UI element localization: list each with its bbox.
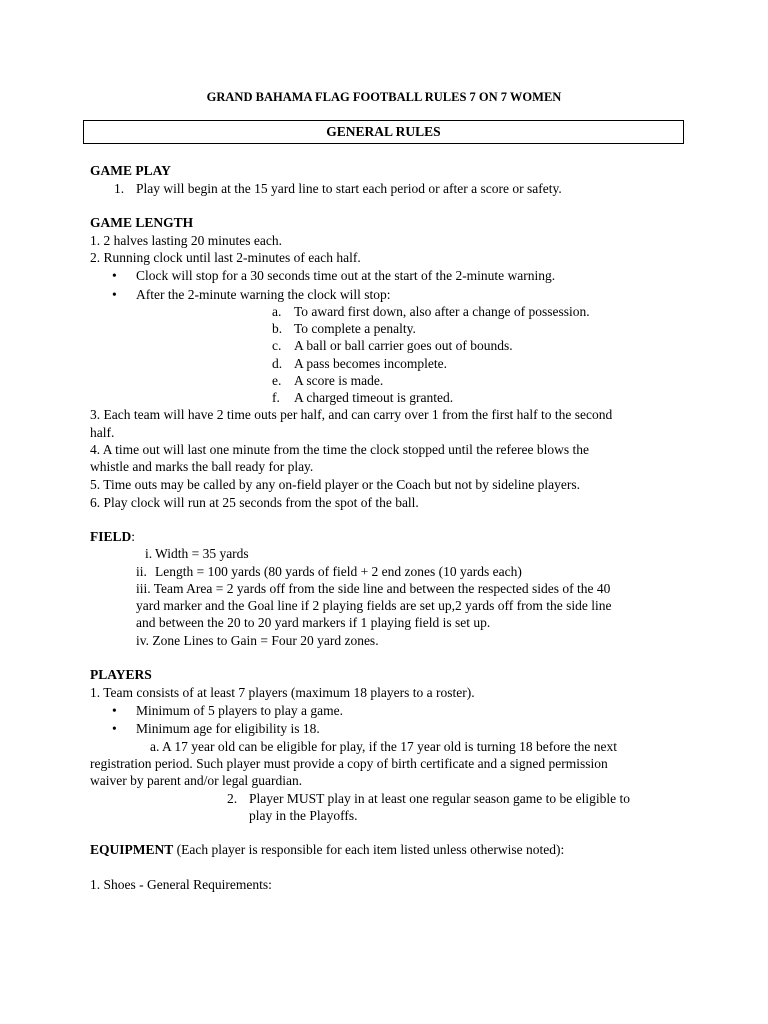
game-length-line-4a: 4. A time out will last one minute from the time the clock stopped until the referee blows the — [90, 442, 590, 457]
players-bullet-2: • Minimum age for eligibility is 18. — [136, 720, 320, 737]
field-item-iii-line-3: and between the 20 to 20 yard markers if 1 playing field is set up. — [136, 615, 491, 630]
game-length-line-5: 5. Time outs may be called by any on-field player or the Coach but not by sideline players. — [90, 477, 581, 492]
players-heading: PLAYERS — [90, 667, 152, 682]
sub-item-marker: e. — [272, 373, 282, 388]
game-length-line-6: 6. Play clock will run at 25 seconds from the spot of the ball. — [90, 495, 419, 510]
game-length-bullet-1: • Clock will stop for a 30 seconds time out at the start of the 2-minute warning. — [136, 267, 555, 284]
game-play-item-1: Play will begin at the 15 yard line to start each period or after a score or safety. — [136, 181, 562, 196]
game-length-line-3b: half. — [90, 425, 115, 440]
sub-item-marker: f. — [272, 390, 280, 405]
players-item-2-line-2: play in the Playoffs. — [249, 808, 358, 823]
sub-item-text: A charged timeout is granted. — [294, 390, 454, 405]
players-item-2-line-1: Player MUST play in at least one regular season game to be eligible to — [249, 791, 631, 806]
game-play-item-number: 1. — [114, 181, 125, 196]
players-line-1: 1. Team consists of at least 7 players (maximum 18 players to a roster). — [90, 685, 475, 700]
field-heading-colon: : — [131, 529, 136, 544]
sub-item-marker: b. — [272, 321, 283, 336]
field-item-i: Width = 35 yards — [155, 546, 249, 561]
sub-item-marker: a. — [272, 304, 282, 319]
players-item-2-marker: 2. — [227, 791, 238, 806]
game-length-line-3a: 3. Each team will have 2 time outs per half, and can carry over 1 from the first half to the second — [90, 407, 613, 422]
section-title-box: GENERAL RULES — [83, 120, 684, 144]
document-title: GRAND BAHAMA FLAG FOOTBALL RULES 7 ON 7 WOMEN — [206, 90, 562, 104]
sub-item-marker: c. — [272, 338, 282, 353]
players-sub-a-line-1: a. A 17 year old can be eligible for play, if the 17 year old is turning 18 before the next — [150, 739, 617, 754]
game-length-line-2: 2. Running clock until last 2-minutes of each half. — [90, 250, 361, 265]
players-sub-a-line-2: registration period. Such player must provide a copy of birth certificate and a signed permission — [90, 756, 608, 771]
sub-item-text: To complete a penalty. — [294, 321, 416, 336]
sub-item-text: A ball or ball carrier goes out of bounds. — [294, 338, 513, 353]
sub-item-marker: d. — [272, 356, 283, 371]
field-item-ii: Length = 100 yards (80 yards of field + 2 end zones (10 yards each) — [155, 564, 522, 579]
field-item-iii-line-1: iii. Team Area = 2 yards off from the side line and between the respected sides of the 40 — [136, 581, 611, 596]
field-item-iii-line-2: yard marker and the Goal line if 2 playing fields are set up,2 yards off from the side line — [136, 598, 612, 613]
game-length-line-4b: whistle and marks the ball ready for play. — [90, 459, 314, 474]
game-length-heading: GAME LENGTH — [90, 215, 194, 230]
equipment-note: (Each player is responsible for each item listed unless otherwise noted): — [173, 842, 565, 857]
sub-item-text: To award first down, also after a change of possession. — [294, 304, 590, 319]
equipment-heading-line — [90, 841, 564, 858]
sub-item-text: A pass becomes incomplete. — [294, 356, 447, 371]
field-item-ii-marker: ii. — [136, 564, 147, 579]
field-item-i-marker: i. — [145, 546, 153, 561]
game-play-heading: GAME PLAY — [90, 163, 171, 178]
game-length-bullet-2: • After the 2-minute warning the clock will stop: — [136, 286, 391, 303]
field-heading-line — [90, 528, 135, 545]
game-length-line-1: 1. 2 halves lasting 20 minutes each. — [90, 233, 282, 248]
players-sub-a-line-3: waiver by parent and/or legal guardian. — [90, 773, 303, 788]
players-bullet-1: • Minimum of 5 players to play a game. — [136, 702, 343, 719]
sub-item-text: A score is made. — [294, 373, 384, 388]
field-heading: FIELD — [90, 529, 132, 544]
equipment-line-1: 1. Shoes - General Requirements: — [90, 877, 272, 892]
equipment-heading: EQUIPMENT — [90, 842, 174, 857]
field-item-iv: iv. Zone Lines to Gain = Four 20 yard zones. — [136, 633, 379, 648]
